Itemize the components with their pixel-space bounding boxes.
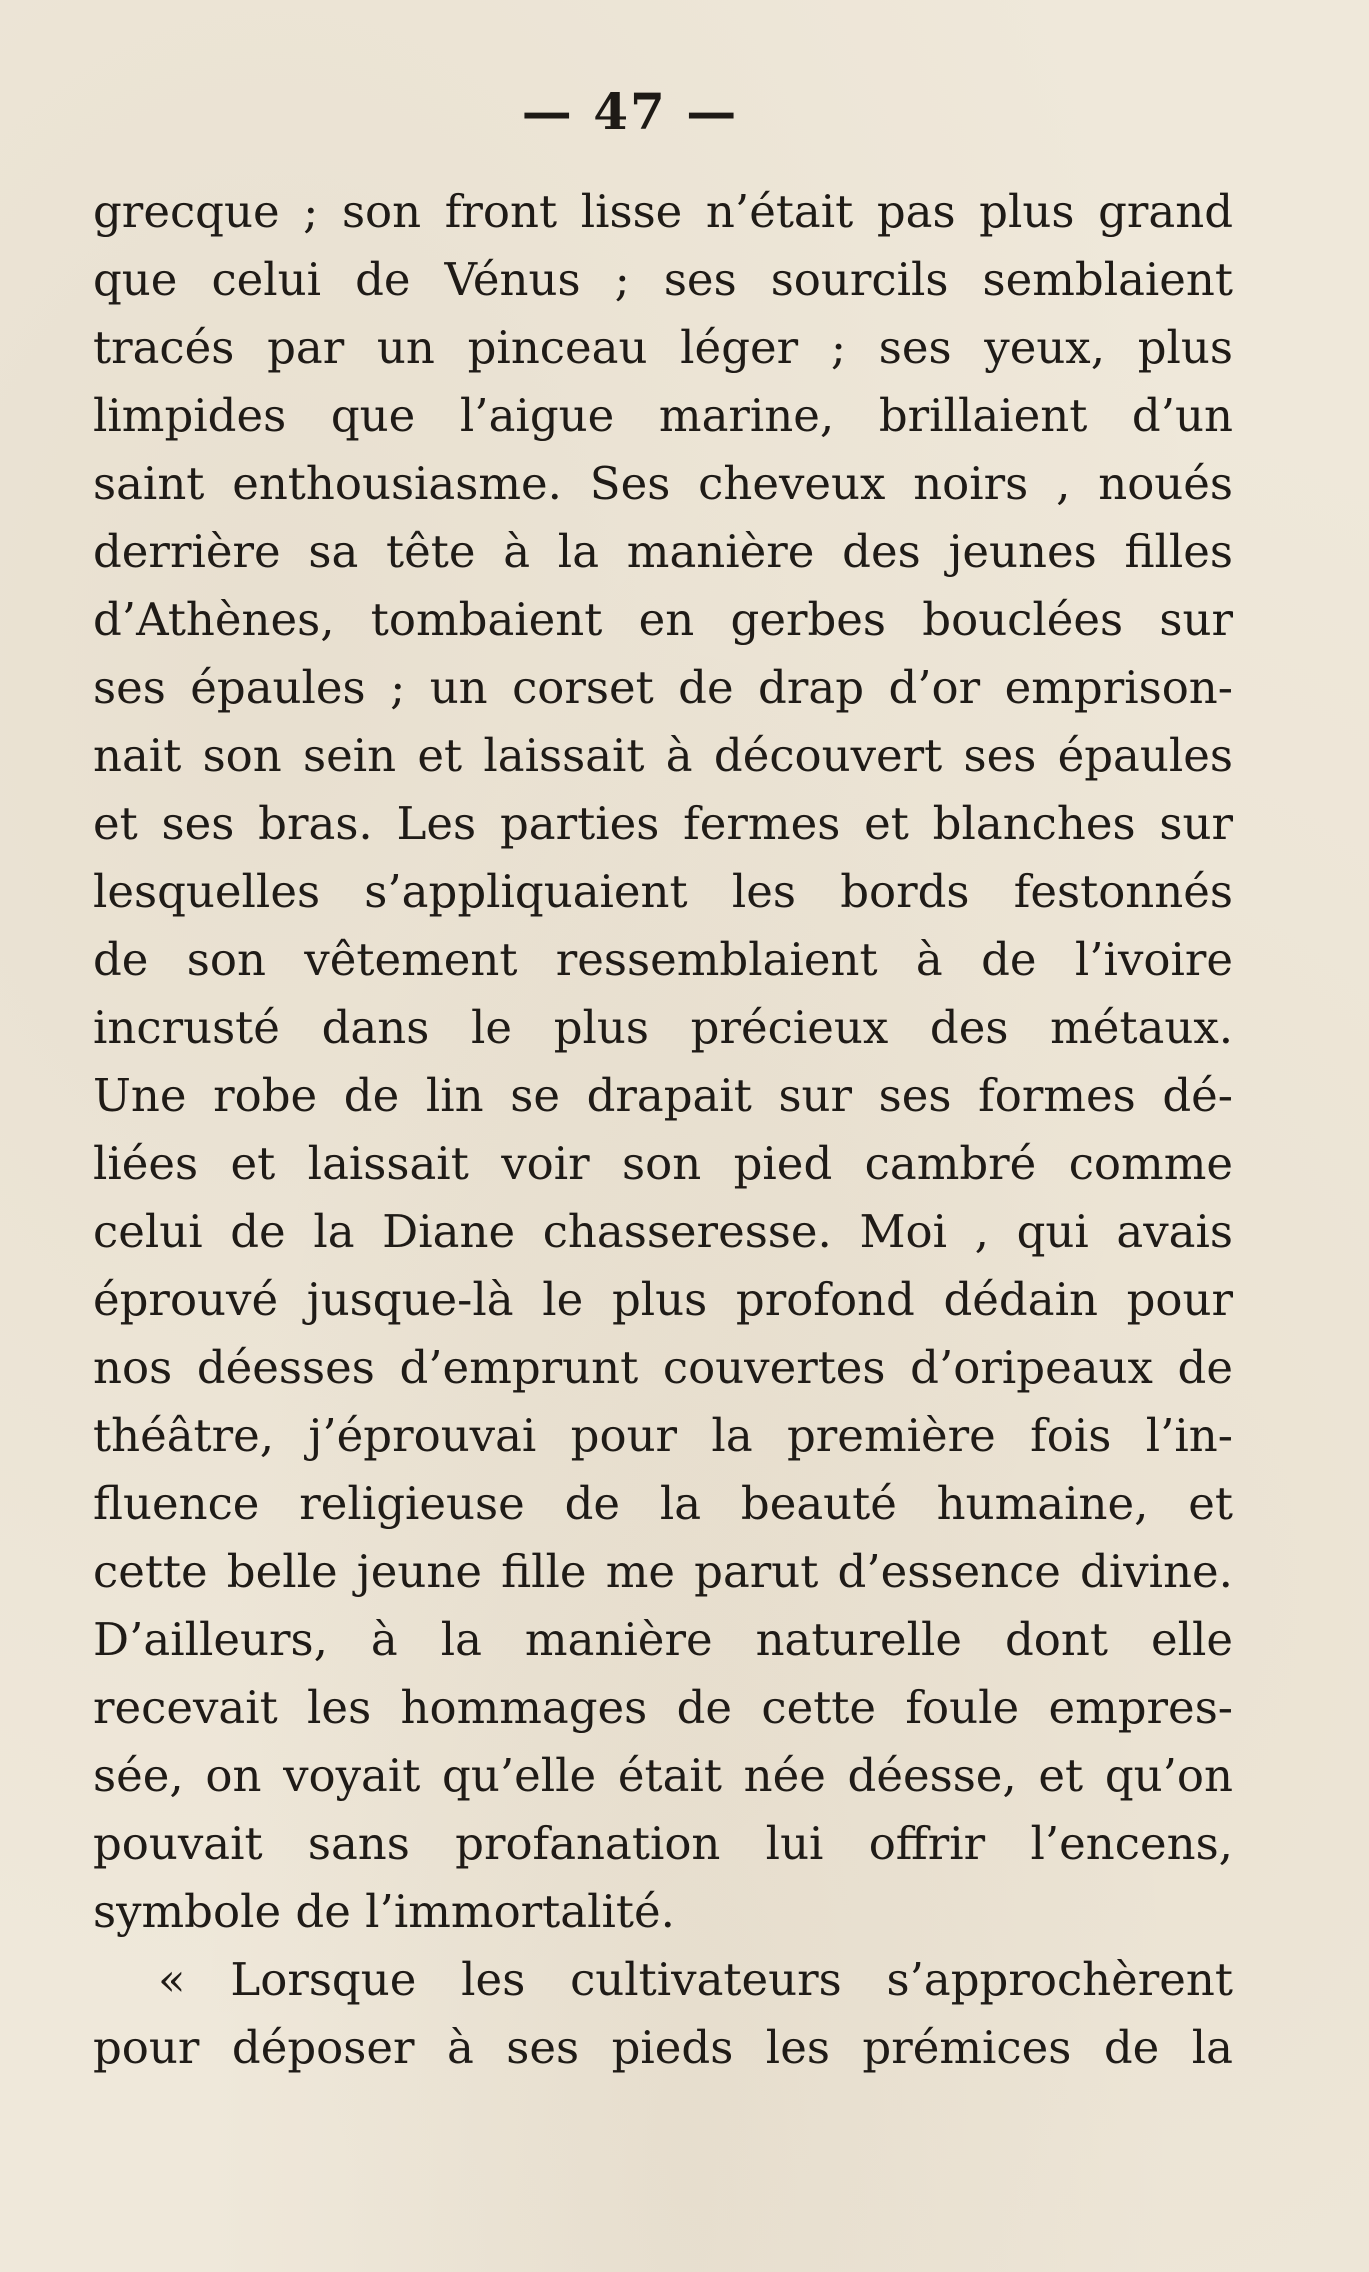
text-line: limpides que l’aigue marine, brillaient d’un <box>93 389 1233 442</box>
page-number: — 47 — <box>521 82 739 141</box>
text-line: théâtre, j’éprouvai pour la première fois l’in- <box>93 1409 1233 1462</box>
text-line: celui de la Diane chasseresse. Moi , qui avais <box>93 1205 1233 1258</box>
text-line: cette belle jeune fille me parut d’essence divine. <box>93 1545 1233 1598</box>
text-line: sée, on voyait qu’elle était née déesse, et qu’on <box>93 1749 1233 1802</box>
text-line-paragraph-start: « Lorsque les cultivateurs s’approchèrent <box>158 1953 1233 2006</box>
text-line: fluence religieuse de la beauté humaine, et <box>93 1477 1233 1530</box>
text-line: tracés par un pinceau léger ; ses yeux, plus <box>93 321 1233 374</box>
text-line: derrière sa tête à la manière des jeunes filles <box>93 525 1233 578</box>
text-line-paragraph-end: symbole de l’immortalité. <box>93 1885 675 1938</box>
text-line: éprouvé jusque-là le plus profond dédain pour <box>93 1273 1233 1326</box>
text-line: ses épaules ; un corset de drap d’or emprison- <box>93 661 1233 714</box>
text-line: pour déposer à ses pieds les prémices de la <box>93 2021 1233 2074</box>
text-line: Une robe de lin se drapait sur ses formes dé- <box>93 1069 1233 1122</box>
text-line: incrusté dans le plus précieux des métaux. <box>93 1001 1233 1054</box>
text-line: liées et laissait voir son pied cambré comme <box>93 1137 1233 1190</box>
text-line: d’Athènes, tombaient en gerbes bouclées sur <box>93 593 1233 646</box>
text-line: et ses bras. Les parties fermes et blanches sur <box>93 797 1233 850</box>
body-text <box>93 178 1233 2082</box>
text-line: pouvait sans profanation lui offrir l’encens, <box>93 1817 1233 1870</box>
text-line: nait son sein et laissait à découvert ses épaules <box>93 729 1233 782</box>
text-line: nos déesses d’emprunt couvertes d’oripeaux de <box>93 1341 1233 1394</box>
text-line: D’ailleurs, à la manière naturelle dont elle <box>93 1613 1233 1666</box>
text-line: lesquelles s’appliquaient les bords festonnés <box>93 865 1233 918</box>
text-line: grecque ; son front lisse n’était pas plus grand <box>93 185 1233 238</box>
text-line: que celui de Vénus ; ses sourcils semblaient <box>93 253 1233 306</box>
text-line: saint enthousiasme. Ses cheveux noirs , noués <box>93 457 1233 510</box>
text-line: de son vêtement ressemblaient à de l’ivoire <box>93 933 1233 986</box>
text-line: recevait les hommages de cette foule empres- <box>93 1681 1233 1734</box>
